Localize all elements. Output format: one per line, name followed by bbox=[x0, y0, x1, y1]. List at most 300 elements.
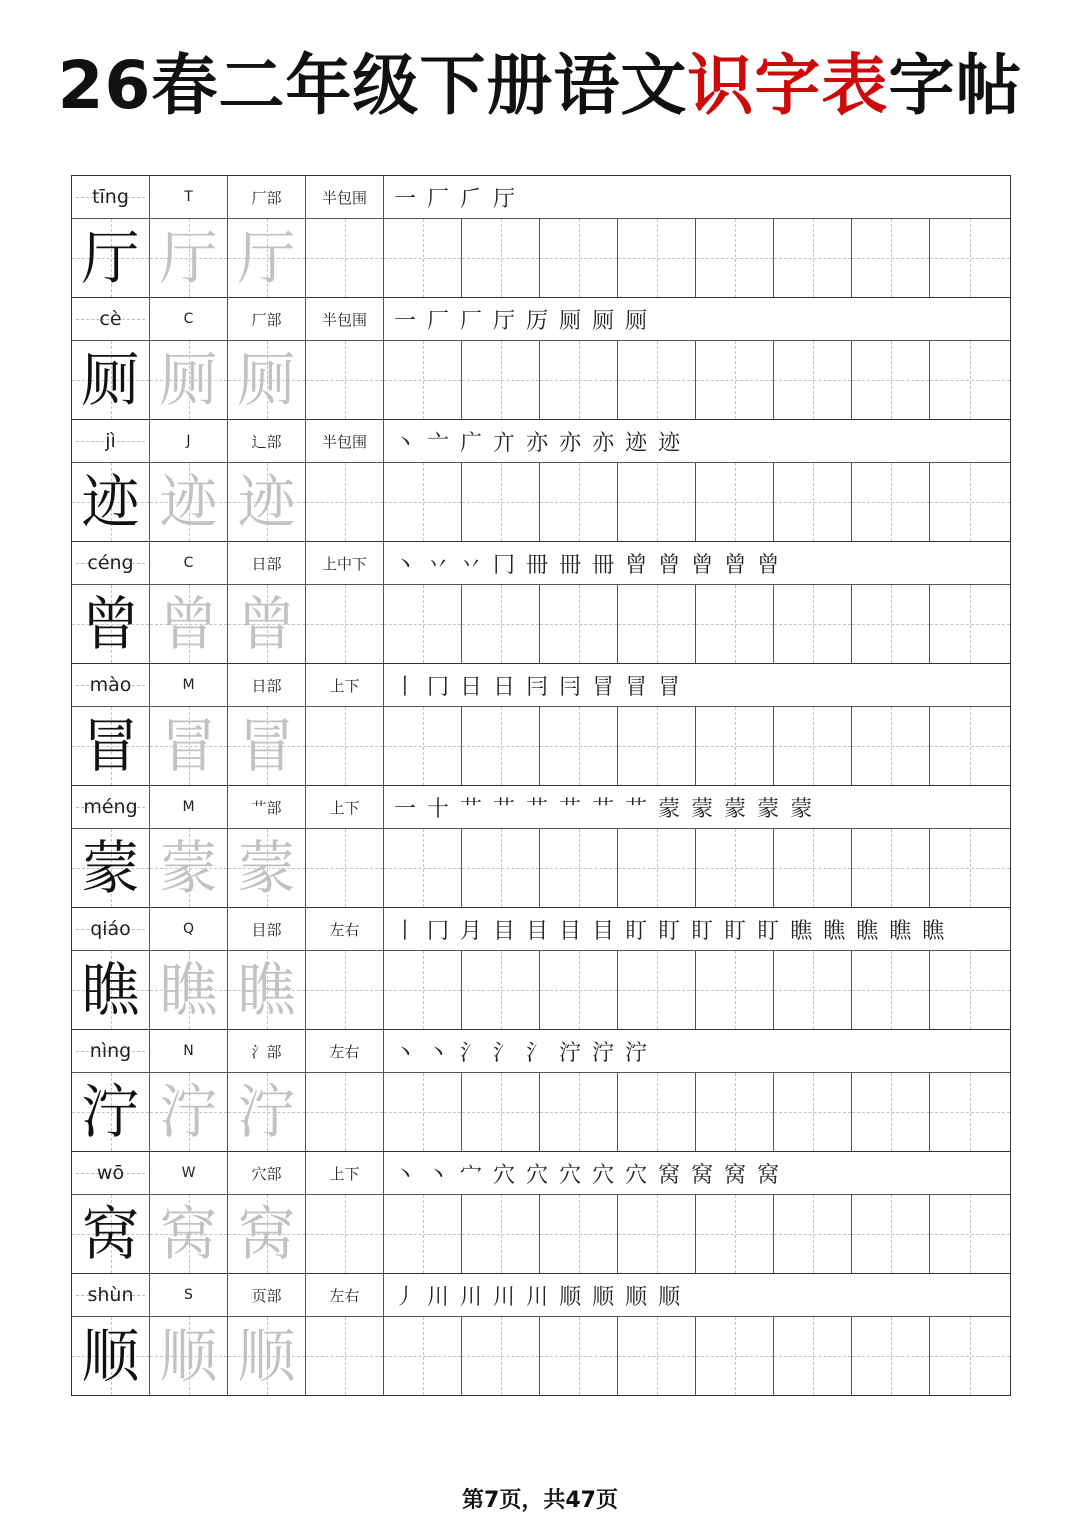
practice-box[interactable] bbox=[618, 219, 696, 297]
stroke-step: 冊 bbox=[559, 552, 582, 578]
practice-box[interactable] bbox=[540, 341, 618, 419]
stroke-step: 丶 bbox=[394, 430, 417, 456]
pinyin-cell bbox=[72, 908, 150, 950]
pinyin-cell-text: nìng bbox=[89, 1040, 132, 1062]
practice-box[interactable] bbox=[852, 219, 930, 297]
structure-cell-text: 上下 bbox=[329, 798, 360, 817]
practice-box[interactable] bbox=[306, 463, 384, 541]
practice-box[interactable] bbox=[306, 829, 384, 907]
stroke-step: 窝 bbox=[658, 1162, 681, 1188]
practice-box[interactable] bbox=[930, 951, 1010, 1029]
stroke-step: 盯 bbox=[757, 918, 780, 944]
practice-box[interactable] bbox=[696, 1195, 774, 1273]
practice-box[interactable] bbox=[462, 585, 540, 663]
practice-box[interactable] bbox=[696, 585, 774, 663]
stroke-step: 厂 bbox=[427, 308, 450, 334]
practice-box[interactable] bbox=[384, 707, 462, 785]
stroke-step: 厅 bbox=[493, 308, 516, 334]
info-row bbox=[72, 542, 1010, 585]
practice-box[interactable] bbox=[540, 829, 618, 907]
stroke-step: 一 bbox=[394, 308, 417, 334]
practice-box[interactable] bbox=[696, 1073, 774, 1151]
practice-box[interactable] bbox=[306, 1073, 384, 1151]
trace-char-box bbox=[150, 707, 228, 785]
trace-char-box bbox=[150, 341, 228, 419]
stroke-step: 瞧 bbox=[922, 918, 945, 944]
stroke-step: 冊 bbox=[526, 552, 549, 578]
pinyin-cell-text: wō bbox=[96, 1162, 125, 1184]
pinyin-cell-text: mào bbox=[89, 674, 132, 696]
practice-box[interactable] bbox=[462, 219, 540, 297]
stroke-order-cell bbox=[384, 1030, 1010, 1072]
radical-cell bbox=[228, 1152, 306, 1194]
pinyin-cell bbox=[72, 298, 150, 340]
practice-box[interactable] bbox=[774, 219, 852, 297]
stroke-step: 亦 bbox=[592, 430, 615, 456]
stroke-step: 冂 bbox=[427, 918, 450, 944]
stroke-order-cell bbox=[384, 664, 1010, 706]
practice-box[interactable] bbox=[774, 1195, 852, 1273]
stroke-sequence bbox=[394, 1274, 680, 1316]
practice-box[interactable] bbox=[540, 1317, 618, 1395]
trace-char-box bbox=[150, 585, 228, 663]
practice-box[interactable] bbox=[618, 1195, 696, 1273]
stroke-step: 目 bbox=[592, 918, 615, 944]
initial-letter-cell-text: M bbox=[182, 799, 195, 815]
pinyin-cell-text: tīng bbox=[92, 186, 129, 208]
stroke-step: 瞧 bbox=[823, 918, 846, 944]
stroke-step: 厉 bbox=[526, 308, 549, 334]
info-row bbox=[72, 786, 1010, 829]
title-part1: 26春二年级下册语文 bbox=[57, 47, 688, 124]
trace-character: 曾 bbox=[237, 590, 296, 658]
stroke-sequence bbox=[394, 786, 812, 828]
radical-cell bbox=[228, 176, 306, 218]
initial-letter-cell bbox=[150, 176, 228, 218]
practice-box[interactable] bbox=[384, 1195, 462, 1273]
stroke-step: 日 bbox=[493, 674, 516, 700]
practice-box[interactable] bbox=[852, 1195, 930, 1273]
stroke-step: 顺 bbox=[559, 1284, 582, 1310]
stroke-step: 盯 bbox=[691, 918, 714, 944]
model-char-box bbox=[72, 463, 150, 541]
pinyin-cell bbox=[72, 1152, 150, 1194]
practice-box[interactable] bbox=[852, 1073, 930, 1151]
stroke-step: 蒙 bbox=[757, 796, 780, 822]
trace-character: 瞧 bbox=[159, 956, 218, 1024]
stroke-step: 𠂆 bbox=[460, 186, 483, 212]
practice-box[interactable] bbox=[618, 1317, 696, 1395]
stroke-step: 宀 bbox=[460, 1162, 483, 1188]
radical-cell-text: 页部 bbox=[251, 1286, 282, 1305]
stroke-step: 艹 bbox=[559, 796, 582, 822]
practice-box[interactable] bbox=[462, 829, 540, 907]
practice-box[interactable] bbox=[306, 585, 384, 663]
trace-character: 厅 bbox=[237, 224, 296, 292]
stroke-step: 厂 bbox=[427, 186, 450, 212]
practice-box[interactable] bbox=[774, 1317, 852, 1395]
practice-box[interactable] bbox=[696, 707, 774, 785]
stroke-step: 艹 bbox=[493, 796, 516, 822]
trace-char-box bbox=[228, 829, 306, 907]
stroke-step: 艹 bbox=[526, 796, 549, 822]
stroke-step: 蒙 bbox=[691, 796, 714, 822]
stroke-step: 丶 bbox=[427, 1162, 450, 1188]
stroke-step: 目 bbox=[493, 918, 516, 944]
structure-cell-text: 上中下 bbox=[321, 554, 367, 573]
practice-box[interactable] bbox=[930, 341, 1010, 419]
stroke-step: 冂 bbox=[427, 674, 450, 700]
initial-letter-cell bbox=[150, 542, 228, 584]
model-character: 泞 bbox=[81, 1078, 140, 1146]
practice-box[interactable] bbox=[540, 1195, 618, 1273]
structure-cell bbox=[306, 1030, 384, 1072]
writing-grid-row bbox=[72, 341, 1010, 420]
writing-grid-row bbox=[72, 585, 1010, 664]
practice-box[interactable] bbox=[618, 463, 696, 541]
practice-box[interactable] bbox=[774, 463, 852, 541]
practice-box[interactable] bbox=[696, 341, 774, 419]
practice-box[interactable] bbox=[696, 829, 774, 907]
practice-box[interactable] bbox=[462, 1073, 540, 1151]
stroke-sequence bbox=[394, 420, 680, 462]
practice-box[interactable] bbox=[462, 707, 540, 785]
stroke-step: 窝 bbox=[724, 1162, 747, 1188]
initial-letter-cell bbox=[150, 664, 228, 706]
title-part2-highlight: 识字表 bbox=[687, 47, 889, 124]
practice-box[interactable] bbox=[384, 1317, 462, 1395]
radical-cell-text: 厂部 bbox=[251, 188, 282, 207]
trace-character: 蒙 bbox=[159, 834, 218, 902]
practice-box[interactable] bbox=[930, 1317, 1010, 1395]
trace-character: 窝 bbox=[159, 1200, 218, 1268]
stroke-step: 穴 bbox=[559, 1162, 582, 1188]
initial-letter-cell bbox=[150, 298, 228, 340]
writing-grid-row bbox=[72, 1195, 1010, 1274]
model-char-box bbox=[72, 219, 150, 297]
stroke-step: 冊 bbox=[592, 552, 615, 578]
model-char-box bbox=[72, 1317, 150, 1395]
stroke-step: 厕 bbox=[559, 308, 582, 334]
practice-box[interactable] bbox=[852, 951, 930, 1029]
stroke-step: 丿 bbox=[394, 1284, 417, 1310]
stroke-step: 蒙 bbox=[658, 796, 681, 822]
stroke-step: 艹 bbox=[625, 796, 648, 822]
stroke-step: 目 bbox=[526, 918, 549, 944]
stroke-step: 厕 bbox=[625, 308, 648, 334]
practice-box[interactable] bbox=[852, 1317, 930, 1395]
info-row bbox=[72, 420, 1010, 463]
stroke-step: 冒 bbox=[625, 674, 648, 700]
trace-char-box bbox=[150, 1317, 228, 1395]
practice-box[interactable] bbox=[774, 341, 852, 419]
practice-box[interactable] bbox=[852, 341, 930, 419]
radical-cell bbox=[228, 420, 306, 462]
trace-character: 冒 bbox=[237, 712, 296, 780]
radical-cell bbox=[228, 786, 306, 828]
stroke-step: 丶 bbox=[394, 1162, 417, 1188]
practice-box[interactable] bbox=[306, 341, 384, 419]
stroke-sequence bbox=[394, 664, 680, 706]
stroke-order-cell bbox=[384, 420, 1010, 462]
trace-character: 顺 bbox=[237, 1322, 296, 1390]
practice-box[interactable] bbox=[384, 585, 462, 663]
practice-box[interactable] bbox=[774, 829, 852, 907]
structure-cell bbox=[306, 176, 384, 218]
stroke-step: 泞 bbox=[592, 1040, 615, 1066]
writing-grid-row bbox=[72, 707, 1010, 786]
trace-char-box bbox=[228, 1073, 306, 1151]
initial-letter-cell-text: T bbox=[184, 189, 193, 205]
practice-box[interactable] bbox=[930, 1195, 1010, 1273]
radical-cell-text: 目部 bbox=[251, 920, 282, 939]
structure-cell-text: 上下 bbox=[329, 1164, 360, 1183]
practice-box[interactable] bbox=[930, 219, 1010, 297]
structure-cell-text: 半包围 bbox=[321, 310, 367, 329]
stroke-step: 盯 bbox=[658, 918, 681, 944]
radical-cell bbox=[228, 298, 306, 340]
stroke-step: 丶 bbox=[394, 552, 417, 578]
trace-char-box bbox=[150, 1073, 228, 1151]
structure-cell-text: 左右 bbox=[329, 920, 360, 939]
practice-box[interactable] bbox=[852, 707, 930, 785]
practice-box[interactable] bbox=[930, 707, 1010, 785]
stroke-sequence bbox=[394, 176, 515, 218]
stroke-order-cell bbox=[384, 786, 1010, 828]
stroke-step: 亦 bbox=[559, 430, 582, 456]
stroke-step: 冒 bbox=[592, 674, 615, 700]
radical-cell bbox=[228, 1274, 306, 1316]
practice-box[interactable] bbox=[306, 1317, 384, 1395]
practice-box[interactable] bbox=[540, 585, 618, 663]
model-char-box bbox=[72, 829, 150, 907]
stroke-step: 厂 bbox=[460, 308, 483, 334]
structure-cell bbox=[306, 1152, 384, 1194]
model-character: 厕 bbox=[81, 346, 140, 414]
stroke-step: 蒙 bbox=[724, 796, 747, 822]
writing-grid-row bbox=[72, 463, 1010, 542]
initial-letter-cell bbox=[150, 1152, 228, 1194]
writing-grid-row bbox=[72, 219, 1010, 298]
model-char-box bbox=[72, 707, 150, 785]
stroke-order-cell bbox=[384, 908, 1010, 950]
stroke-step: 穴 bbox=[625, 1162, 648, 1188]
trace-char-box bbox=[228, 707, 306, 785]
page-footer: 第7页，共47页 bbox=[462, 1488, 618, 1513]
radical-cell bbox=[228, 664, 306, 706]
trace-character: 厕 bbox=[159, 346, 218, 414]
radical-cell-text: 厂部 bbox=[251, 310, 282, 329]
model-character: 冒 bbox=[81, 712, 140, 780]
practice-box[interactable] bbox=[384, 219, 462, 297]
practice-box[interactable] bbox=[618, 341, 696, 419]
stroke-step: 穴 bbox=[592, 1162, 615, 1188]
radical-cell-text: 氵部 bbox=[251, 1042, 282, 1061]
practice-box[interactable] bbox=[540, 1073, 618, 1151]
pinyin-cell-text: céng bbox=[87, 552, 134, 574]
initial-letter-cell bbox=[150, 1274, 228, 1316]
initial-letter-cell-text: J bbox=[186, 433, 191, 449]
stroke-step: 日 bbox=[460, 674, 483, 700]
practice-box[interactable] bbox=[618, 829, 696, 907]
practice-box[interactable] bbox=[462, 951, 540, 1029]
stroke-step: 厅 bbox=[493, 186, 516, 212]
pinyin-cell-text: jì bbox=[105, 430, 116, 452]
radical-cell-text: 穴部 bbox=[251, 1164, 282, 1183]
pinyin-cell-text: shùn bbox=[87, 1284, 134, 1306]
trace-character: 窝 bbox=[237, 1200, 296, 1268]
practice-box[interactable] bbox=[618, 951, 696, 1029]
stroke-step: 冃 bbox=[526, 674, 549, 700]
practice-box[interactable] bbox=[462, 463, 540, 541]
radical-cell bbox=[228, 908, 306, 950]
stroke-step: 丨 bbox=[394, 674, 417, 700]
radical-cell bbox=[228, 1030, 306, 1072]
structure-cell bbox=[306, 542, 384, 584]
trace-char-box bbox=[150, 829, 228, 907]
practice-box[interactable] bbox=[696, 463, 774, 541]
stroke-step: 顺 bbox=[592, 1284, 615, 1310]
trace-char-box bbox=[228, 951, 306, 1029]
practice-box[interactable] bbox=[462, 341, 540, 419]
practice-box[interactable] bbox=[696, 1317, 774, 1395]
practice-box[interactable] bbox=[384, 951, 462, 1029]
stroke-step: 窝 bbox=[691, 1162, 714, 1188]
practice-box[interactable] bbox=[384, 1073, 462, 1151]
practice-box[interactable] bbox=[462, 1195, 540, 1273]
practice-box[interactable] bbox=[384, 829, 462, 907]
stroke-step: 氵 bbox=[526, 1040, 549, 1066]
initial-letter-cell-text: Q bbox=[182, 921, 195, 937]
stroke-step: 氵 bbox=[460, 1040, 483, 1066]
stroke-step: 曾 bbox=[625, 552, 648, 578]
practice-box[interactable] bbox=[852, 585, 930, 663]
stroke-step: 川 bbox=[460, 1284, 483, 1310]
practice-box[interactable] bbox=[540, 951, 618, 1029]
title-part3: 字帖 bbox=[888, 47, 1023, 124]
trace-char-box bbox=[150, 1195, 228, 1273]
structure-cell-text: 上下 bbox=[329, 676, 360, 695]
practice-box[interactable] bbox=[384, 463, 462, 541]
stroke-step: 穴 bbox=[493, 1162, 516, 1188]
model-character: 蒙 bbox=[81, 834, 140, 902]
structure-cell bbox=[306, 664, 384, 706]
practice-box[interactable] bbox=[930, 585, 1010, 663]
practice-box[interactable] bbox=[852, 463, 930, 541]
practice-box[interactable] bbox=[306, 707, 384, 785]
stroke-sequence bbox=[394, 1152, 779, 1194]
practice-box[interactable] bbox=[852, 829, 930, 907]
trace-character: 蒙 bbox=[237, 834, 296, 902]
practice-box[interactable] bbox=[540, 463, 618, 541]
structure-cell bbox=[306, 298, 384, 340]
radical-cell-text: 艹部 bbox=[251, 798, 282, 817]
practice-box[interactable] bbox=[540, 219, 618, 297]
stroke-sequence bbox=[394, 1030, 647, 1072]
trace-char-box bbox=[150, 463, 228, 541]
model-character: 顺 bbox=[81, 1322, 140, 1390]
model-char-box bbox=[72, 1073, 150, 1151]
stroke-step: 亦 bbox=[526, 430, 549, 456]
practice-box[interactable] bbox=[774, 585, 852, 663]
stroke-step: 泞 bbox=[559, 1040, 582, 1066]
model-character: 厅 bbox=[81, 224, 140, 292]
practice-box[interactable] bbox=[696, 219, 774, 297]
structure-cell-text: 左右 bbox=[329, 1042, 360, 1061]
stroke-step: 目 bbox=[559, 918, 582, 944]
stroke-order-cell bbox=[384, 1152, 1010, 1194]
trace-char-box bbox=[228, 585, 306, 663]
practice-box[interactable] bbox=[306, 951, 384, 1029]
practice-box[interactable] bbox=[306, 219, 384, 297]
model-char-box bbox=[72, 585, 150, 663]
trace-character: 厅 bbox=[159, 224, 218, 292]
stroke-step: 丶 bbox=[427, 1040, 450, 1066]
writing-grid-row bbox=[72, 951, 1010, 1030]
stroke-step: 迹 bbox=[625, 430, 648, 456]
stroke-step: 冃 bbox=[559, 674, 582, 700]
stroke-step: 曾 bbox=[757, 552, 780, 578]
practice-box[interactable] bbox=[774, 951, 852, 1029]
stroke-step: 曾 bbox=[658, 552, 681, 578]
practice-box[interactable] bbox=[696, 951, 774, 1029]
stroke-step: 一 bbox=[394, 796, 417, 822]
practice-box[interactable] bbox=[930, 829, 1010, 907]
writing-grid-row bbox=[72, 1073, 1010, 1152]
stroke-step: 瞧 bbox=[790, 918, 813, 944]
practice-box[interactable] bbox=[540, 707, 618, 785]
pinyin-cell bbox=[72, 664, 150, 706]
stroke-step: 月 bbox=[460, 918, 483, 944]
writing-grid-row bbox=[72, 829, 1010, 908]
model-character: 曾 bbox=[81, 590, 140, 658]
stroke-step: 蒙 bbox=[790, 796, 813, 822]
trace-character: 泞 bbox=[159, 1078, 218, 1146]
practice-box[interactable] bbox=[930, 463, 1010, 541]
trace-char-box bbox=[228, 341, 306, 419]
stroke-step: 盯 bbox=[724, 918, 747, 944]
practice-box[interactable] bbox=[462, 1317, 540, 1395]
stroke-order-cell bbox=[384, 176, 1010, 218]
pinyin-cell-text: cè bbox=[99, 308, 122, 330]
practice-box[interactable] bbox=[306, 1195, 384, 1273]
trace-char-box bbox=[228, 463, 306, 541]
radical-cell-text: 日部 bbox=[251, 676, 282, 695]
structure-cell-text: 半包围 bbox=[321, 188, 367, 207]
practice-box[interactable] bbox=[618, 1073, 696, 1151]
radical-cell-text: 辶部 bbox=[251, 432, 282, 451]
practice-box[interactable] bbox=[618, 707, 696, 785]
stroke-step: 川 bbox=[493, 1284, 516, 1310]
practice-box[interactable] bbox=[774, 707, 852, 785]
practice-box[interactable] bbox=[774, 1073, 852, 1151]
stroke-step: 盯 bbox=[625, 918, 648, 944]
initial-letter-cell-text: C bbox=[183, 311, 194, 327]
practice-box[interactable] bbox=[384, 341, 462, 419]
structure-cell-text: 半包围 bbox=[321, 432, 367, 451]
trace-character: 迹 bbox=[159, 468, 218, 536]
pinyin-cell bbox=[72, 176, 150, 218]
stroke-sequence bbox=[394, 542, 779, 584]
info-row bbox=[72, 664, 1010, 707]
info-row bbox=[72, 908, 1010, 951]
practice-box[interactable] bbox=[930, 1073, 1010, 1151]
practice-box[interactable] bbox=[618, 585, 696, 663]
stroke-step: 丷 bbox=[427, 552, 450, 578]
radical-cell-text: 日部 bbox=[251, 554, 282, 573]
trace-character: 迹 bbox=[237, 468, 296, 536]
pinyin-cell bbox=[72, 1030, 150, 1072]
